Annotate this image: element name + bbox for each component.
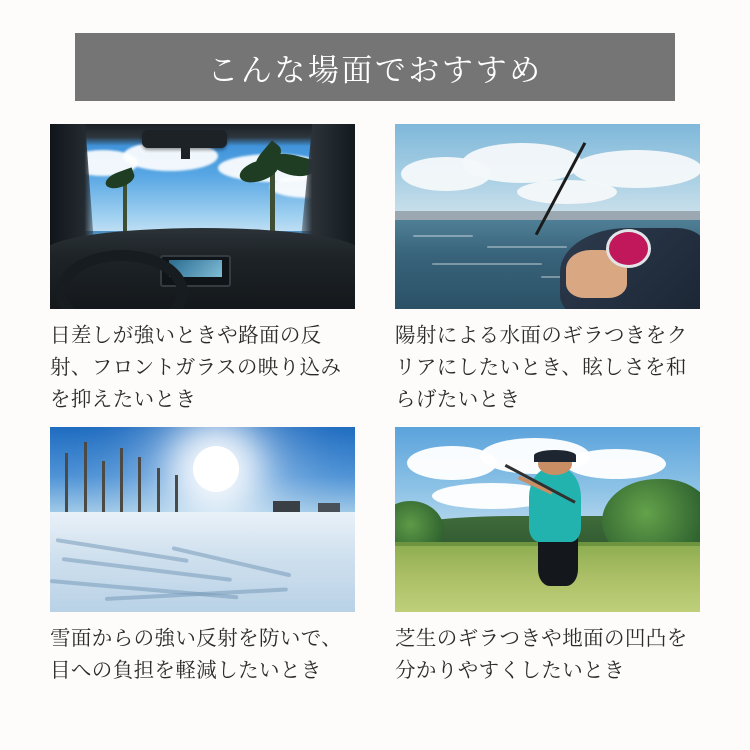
scene-card — [395, 427, 700, 687]
scene-caption: 日差しが強いときや路面の反射、フロントガラスの映り込みを抑えたいとき — [50, 324, 342, 411]
bare-tree — [65, 453, 68, 516]
bare-tree — [157, 468, 160, 516]
golf-photo — [395, 427, 700, 612]
snow-field-photo — [50, 427, 355, 612]
mirror-stem — [181, 146, 190, 159]
page-title: こんな場面でおすすめ — [207, 52, 543, 88]
fishing-photo — [395, 124, 700, 309]
water-glint — [487, 246, 567, 248]
scene-card — [395, 124, 700, 415]
cloud — [517, 180, 617, 204]
scene-caption: 陽射による水面のギラつきをクリアにしたいとき、眩しさを和らげたいとき — [395, 324, 688, 411]
golfer-torso — [529, 468, 581, 542]
scene-card-grid — [50, 124, 700, 687]
bare-tree — [84, 442, 87, 516]
water-glint — [432, 263, 542, 265]
bare-tree — [175, 475, 178, 516]
bare-tree — [120, 448, 123, 516]
golfer-cap — [534, 450, 577, 461]
sun-glare — [193, 446, 239, 492]
scene-card — [50, 124, 355, 415]
header-banner — [75, 33, 675, 101]
bare-tree — [102, 461, 105, 517]
scene-caption: 雪面からの強い反射を防いで、目への負担を軽減したいとき — [50, 627, 343, 683]
scene-caption: 芝生のギラつきや地面の凹凸を分かりやすくしたいとき — [395, 627, 688, 683]
car-windshield-photo — [50, 124, 355, 309]
water-glint — [413, 235, 473, 237]
scene-card — [50, 427, 355, 687]
bare-tree — [138, 457, 141, 516]
